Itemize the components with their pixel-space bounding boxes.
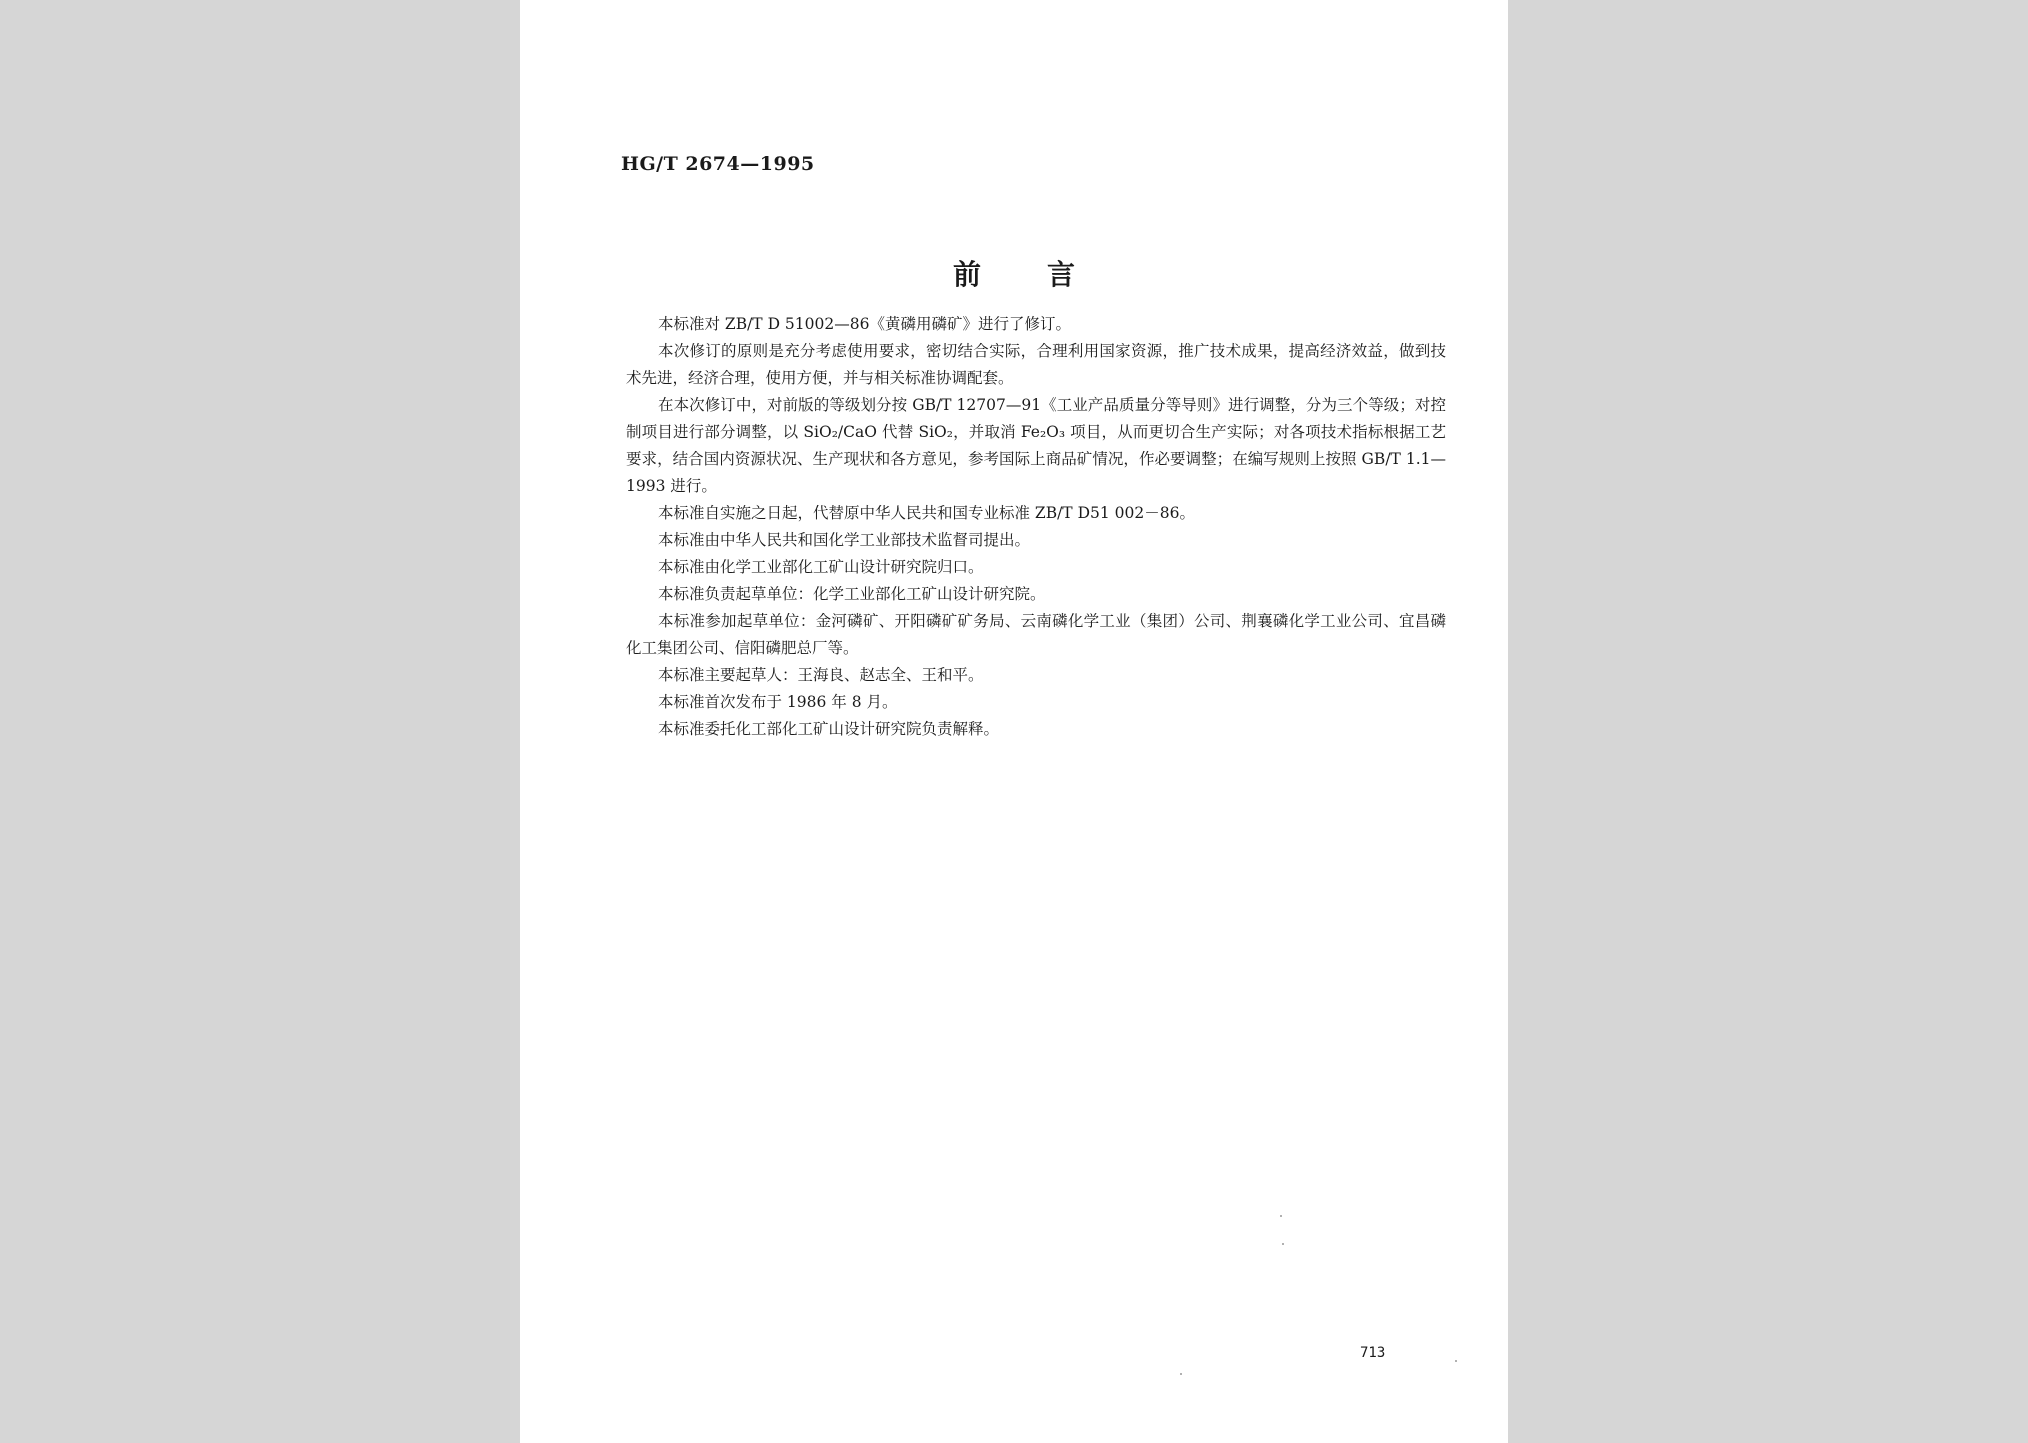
- paragraph: 本标准首次发布于 1986 年 8 月。: [658, 693, 898, 711]
- scan-speck: [1180, 1373, 1182, 1375]
- standard-code: HG/T 2674—1995: [621, 153, 815, 175]
- title-char-1: 前: [952, 258, 981, 291]
- paragraph: 本标准由化学工业部化工矿山设计研究院归口。: [658, 558, 984, 576]
- paragraph: 本标准对 ZB/T D 51002—86《黄磷用磷矿》进行了修订。: [658, 315, 1071, 333]
- scan-speck: [1455, 1360, 1457, 1362]
- scan-speck: [1280, 1215, 1282, 1217]
- paragraph: 本次修订的原则是充分考虑使用要求，密切结合实际，合理利用国家资源，推广技术成果，提高经济效益，做到技术先进，经济合理，使用方便，并与相关标准协调配套。: [626, 342, 1446, 387]
- paragraph: 本标准自实施之日起，代替原中华人民共和国专业标准 ZB/T D51 002－86。: [658, 504, 1195, 522]
- title-char-2: 言: [1047, 258, 1076, 291]
- paragraph: 在本次修订中，对前版的等级划分按 GB/T 12707—91《工业产品质量分等导则》进行调整，分为三个等级；对控制项目进行部分调整，以 SiO₂/CaO 代替 SiO₂，并取消 Fe₂O₃ 项目，从而更切合生产实际；对各项技术指标根据工艺要求，结合国内资源状况、生产现状和各方意见，参考国际上商品矿情况，作必要调整；在编写规则上按照 GB/T 1.1—1993 进行。: [626, 396, 1446, 495]
- document-page: [520, 0, 1508, 1443]
- scan-speck: [1282, 1243, 1284, 1245]
- paragraph: 本标准负责起草单位：化学工业部化工矿山设计研究院。: [658, 585, 1046, 603]
- page-number: 713: [1360, 1345, 1386, 1361]
- page-title: [520, 253, 1508, 293]
- paragraph: 本标准委托化工部化工矿山设计研究院负责解释。: [658, 720, 1000, 738]
- paragraph: 本标准参加起草单位：金河磷矿、开阳磷矿矿务局、云南磷化学工业（集团）公司、荆襄磷化学工业公司、宜昌磷化工集团公司、信阳磷肥总厂等。: [626, 612, 1446, 657]
- paragraph: 本标准主要起草人：王海良、赵志全、王和平。: [658, 666, 984, 684]
- preface-body: [626, 311, 1446, 743]
- paragraph: 本标准由中华人民共和国化学工业部技术监督司提出。: [658, 531, 1031, 549]
